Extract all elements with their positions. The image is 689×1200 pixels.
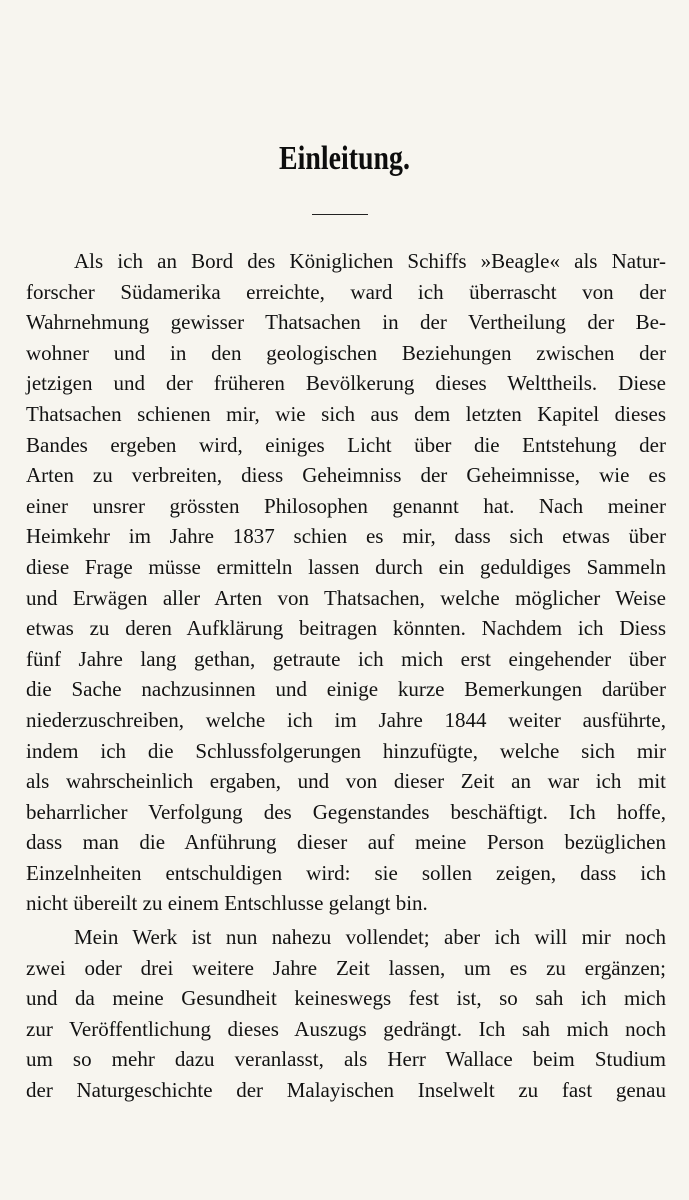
text-line: Thatsachen schienen mir, wie sich aus dem letzten Kapitel dieses xyxy=(26,401,666,426)
text-line: jetzigen und der früheren Bevölkerung dieses Welttheils. Diese xyxy=(26,371,666,396)
text-line: diese Frage müsse ermitteln lassen durch ein geduldiges Sammeln xyxy=(26,554,666,579)
text-line: forscher Südamerika erreichte, ward ich überrascht von der xyxy=(26,279,666,304)
text-line: Arten zu verbreiten, diess Geheimniss der Geheimnisse, wie es xyxy=(26,463,666,488)
text-line: zur Veröffentlichung dieses Auszugs gedrängt. Ich sah mich noch xyxy=(26,1016,666,1041)
text-line: indem ich die Schlussfolgerungen hinzufügte, welche sich mir xyxy=(26,738,666,763)
text-line: fünf Jahre lang gethan, getraute ich mich erst eingehender über xyxy=(26,646,666,671)
text-line: zwei oder drei weitere Jahre Zeit lassen, um es zu ergänzen; xyxy=(26,955,666,980)
text-line: Mein Werk ist nun nahezu vollendet; aber ich will mir noch xyxy=(74,925,666,949)
text-line: dass man die Anführung dieser auf meine Person bezüglichen xyxy=(26,830,666,855)
paragraph-2 xyxy=(26,922,666,1106)
text-line: Heimkehr im Jahre 1837 schien es mir, dass sich etwas über xyxy=(26,524,666,549)
text-line: nicht übereilt zu einem Entschlusse gelangt bin. xyxy=(26,891,428,916)
text-line: der Naturgeschichte der Malayischen Inselwelt zu fast genau xyxy=(26,1077,666,1102)
text-line: Als ich an Bord des Königlichen Schiffs »Beagle« als Natur- xyxy=(74,249,666,273)
text-line: etwas zu deren Aufklärung beitragen könnten. Nachdem ich Diess xyxy=(26,616,666,641)
text-line: niederzuschreiben, welche ich im Jahre 1844 weiter ausführte, xyxy=(26,707,666,732)
text-line: die Sache nachzusinnen und einige kurze Bemerkungen darüber xyxy=(26,677,666,702)
text-line: Bandes ergeben wird, einiges Licht über die Entstehung der xyxy=(26,432,666,457)
title-divider xyxy=(312,214,368,215)
text-line: Einzelnheiten entschuldigen wird: sie sollen zeigen, dass ich xyxy=(26,860,666,885)
text-line: einer unsrer grössten Philosophen genannt hat. Nach meiner xyxy=(26,493,666,518)
text-line: um so mehr dazu veranlasst, als Herr Wallace beim Studium xyxy=(26,1047,666,1072)
text-line: Wahrnehmung gewisser Thatsachen in der Vertheilung der Be- xyxy=(26,310,666,335)
chapter-title: Einleitung. xyxy=(279,140,410,177)
text-line: und da meine Gesundheit keineswegs fest ist, so sah ich mich xyxy=(26,986,666,1011)
paragraph-1 xyxy=(26,246,666,919)
text-line: als wahrscheinlich ergaben, und von dieser Zeit an war ich mit xyxy=(26,769,666,794)
text-line: und Erwägen aller Arten von Thatsachen, welche möglicher Weise xyxy=(26,585,666,610)
text-line: beharrlicher Verfolgung des Gegenstandes beschäftigt. Ich hoffe, xyxy=(26,799,666,824)
text-line: wohner und in den geologischen Beziehungen zwischen der xyxy=(26,340,666,365)
